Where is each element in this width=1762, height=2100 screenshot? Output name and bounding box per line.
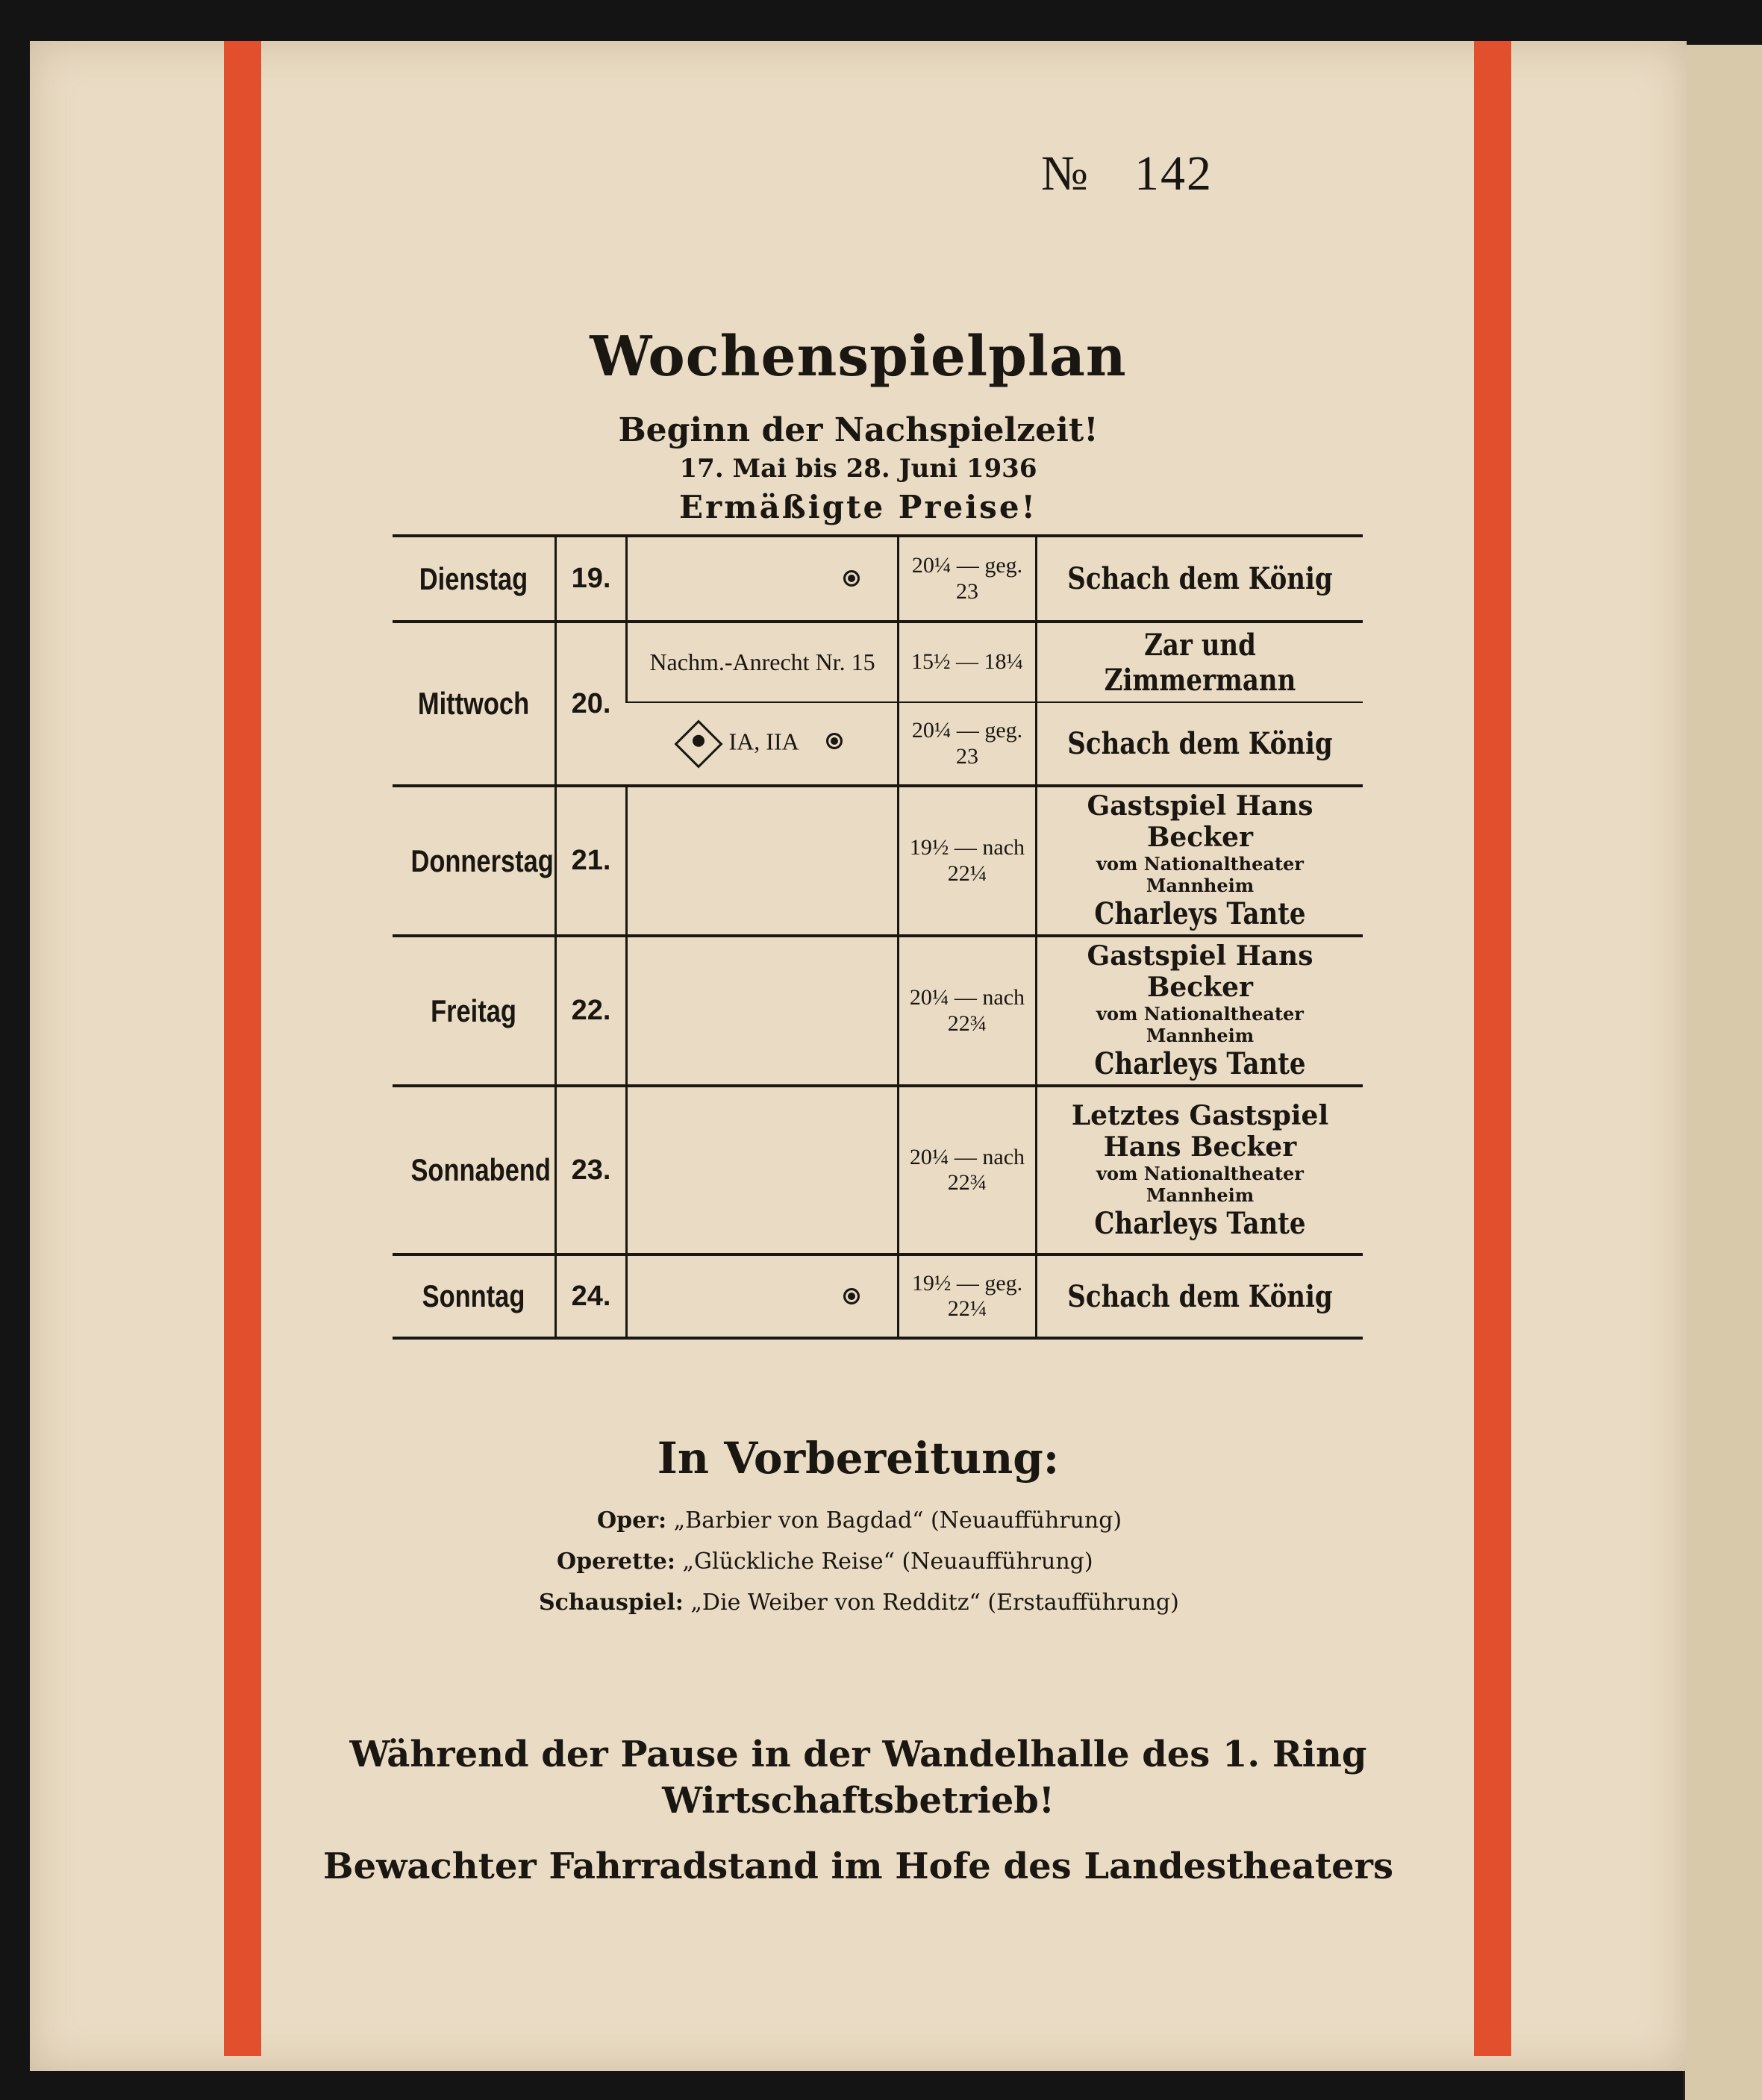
day-name: Donnerstag bbox=[410, 843, 554, 878]
info-cell: Nachm.-Anrecht Nr. 15 bbox=[627, 622, 899, 702]
preparation-label: Operette: bbox=[557, 1549, 675, 1575]
guest-line: Gastspiel Hans Becker bbox=[1087, 940, 1313, 1003]
play-title: Schach dem König bbox=[1067, 726, 1333, 761]
day-date: 22. bbox=[556, 936, 627, 1086]
info-cell bbox=[627, 786, 899, 936]
guest-line: Letztes Gastspiel bbox=[1071, 1099, 1329, 1131]
play-title: Schach dem König bbox=[1067, 561, 1333, 596]
play-title: Charleys Tante bbox=[1094, 896, 1306, 931]
preparation-text: „Glückliche Reise“ (Neuaufführung) bbox=[682, 1549, 1093, 1575]
time-cell: 15½ — 18¼ bbox=[899, 622, 1037, 702]
time-cell: 19½ — geg. 22¼ bbox=[899, 1254, 1037, 1338]
preparation-item bbox=[597, 1507, 1122, 1534]
info-text: IA, IIA bbox=[728, 727, 798, 754]
page-subtitle: Beginn der Nachspielzeit! bbox=[618, 411, 1099, 449]
footer-line: Wirtschaftsbetrieb! bbox=[662, 1780, 1055, 1822]
preparation-item bbox=[557, 1549, 1093, 1575]
preparation-label: Oper: bbox=[597, 1507, 667, 1534]
schedule-table bbox=[393, 534, 1363, 1340]
preparation-label: Schauspiel: bbox=[539, 1590, 684, 1616]
ring-dot-icon bbox=[843, 570, 860, 587]
preparation-text: „Barbier von Bagdad“ (Neuaufführung) bbox=[673, 1507, 1122, 1534]
number-sign: № bbox=[1041, 146, 1090, 201]
time-cell: 20¼ — geg. 23 bbox=[899, 702, 1037, 786]
info-cell bbox=[627, 936, 899, 1086]
preparation-text: „Die Weiber von Redditz“ (Erstaufführung) bbox=[690, 1590, 1179, 1616]
guest-origin: vom Nationaltheater Mannheim bbox=[1096, 1003, 1304, 1046]
date-range: 17. Mai bis 28. Juni 1936 bbox=[679, 454, 1037, 484]
info-cell bbox=[627, 536, 899, 622]
day-date: 24. bbox=[556, 1254, 627, 1338]
footer-line: Bewachter Fahrradstand im Hofe des Landestheaters bbox=[323, 1846, 1393, 1887]
table-row bbox=[393, 1254, 1363, 1338]
guest-origin: vom Nationaltheater Mannheim bbox=[1096, 1162, 1304, 1206]
table-row bbox=[393, 936, 1363, 1086]
adjacent-page-edge bbox=[1683, 45, 1762, 2100]
info-cell bbox=[627, 1254, 899, 1338]
play-title: Zar und Zimmermann bbox=[1104, 627, 1296, 698]
issue-number bbox=[1041, 146, 1213, 202]
table-row bbox=[393, 1086, 1363, 1254]
time-cell: 20¼ — nach 22¾ bbox=[899, 1086, 1037, 1254]
play-title: Charleys Tante bbox=[1094, 1205, 1306, 1241]
day-date: 23. bbox=[556, 1086, 627, 1254]
day-date: 19. bbox=[556, 536, 627, 622]
preparation-item bbox=[539, 1590, 1179, 1616]
time-cell: 20¼ — geg. 23 bbox=[899, 536, 1037, 622]
preparation-heading: In Vorbereitung: bbox=[657, 1433, 1060, 1484]
table-row bbox=[393, 622, 1363, 702]
day-name: Freitag bbox=[431, 993, 516, 1028]
table-row bbox=[393, 786, 1363, 936]
info-cell bbox=[627, 1086, 899, 1254]
emblem-icon bbox=[674, 719, 722, 768]
play-title: Charleys Tante bbox=[1094, 1046, 1306, 1081]
day-name: Sonnabend bbox=[410, 1152, 551, 1187]
page-title: Wochenspielplan bbox=[590, 325, 1127, 389]
footer-line: Während der Pause in der Wandelhalle des 1. Ring bbox=[349, 1734, 1367, 1775]
number-value: 142 bbox=[1134, 146, 1213, 201]
day-name: Mittwoch bbox=[417, 686, 530, 721]
guest-origin: vom Nationaltheater Mannheim bbox=[1096, 853, 1304, 896]
time-cell: 20¼ — nach 22¾ bbox=[899, 936, 1037, 1086]
play-title: Schach dem König bbox=[1067, 1278, 1333, 1314]
guest-name: Hans Becker bbox=[1103, 1131, 1297, 1163]
program-page bbox=[30, 41, 1687, 2071]
guest-line: Gastspiel Hans Becker bbox=[1087, 790, 1313, 853]
day-name: Dienstag bbox=[419, 560, 528, 596]
time-cell: 19½ — nach 22¼ bbox=[899, 786, 1037, 936]
price-note: Ermäßigte Preise! bbox=[679, 489, 1037, 525]
ring-dot-icon bbox=[843, 1288, 860, 1304]
day-date: 20. bbox=[556, 622, 627, 786]
day-name: Sonntag bbox=[422, 1278, 525, 1313]
ring-dot-icon bbox=[826, 733, 843, 749]
table-row bbox=[393, 536, 1363, 622]
day-date: 21. bbox=[556, 786, 627, 936]
